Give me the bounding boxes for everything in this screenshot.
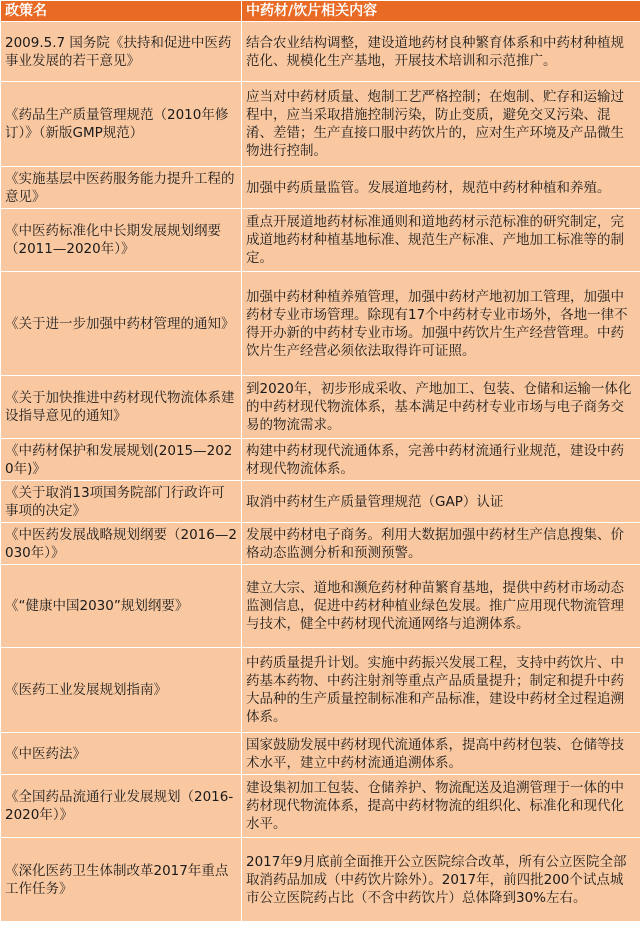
header-policy-name: 政策名 — [1, 1, 242, 22]
table-row — [1, 22, 641, 82]
content-cell: 应当对中药材质量、炮制工艺严格控制；在炮制、贮存和运输过程中，应当采取措施控制污染，防止变质，避免交叉污染、混淆、差错；生产直接口服中药饮片的，应对生产环境及产品微生物进行控制。 — [242, 82, 641, 167]
policy-name-cell: 《医药工业发展规划指南》 — [1, 648, 242, 733]
content-cell: 国家鼓励发展中药材现代流通体系，提高中药材包装、仓储等技术水平，建立中药材流通追溯体系。 — [242, 733, 641, 775]
table-row — [1, 648, 641, 733]
content-cell: 建设集初加工包装、仓储养护、物流配送及追溯管理于一体的中药材现代物流体系，提高中药材物流的组织化、标准化和现代化水平。 — [242, 775, 641, 838]
content-cell: 取消中药材生产质量管理规范（GAP）认证 — [242, 481, 641, 523]
content-cell: 构建中药材现代流通体系，完善中药材流通行业规范，建设中药材现代物流体系。 — [242, 439, 641, 481]
policy-name-cell: 《深化医药卫生体制改革2017年重点工作任务》 — [1, 838, 242, 922]
policy-name-cell: 《中医药发展战略规划纲要（2016—2030年）》 — [1, 523, 242, 565]
policy-name-cell: 《中医药法》 — [1, 733, 242, 775]
policy-name-cell: 《关于进一步加强中药材管理的通知》 — [1, 272, 242, 376]
table-row — [1, 481, 641, 523]
header-content: 中药材/饮片相关内容 — [242, 1, 641, 22]
table-row — [1, 565, 641, 648]
content-cell: 加强中药材种植养殖管理，加强中药材产地初加工管理，加强中药材专业市场管理。除现有17个中药材专业市场外，各地一律不得开办新的中药材专业市场。加强中药饮片生产经营管理。中药饮片生产经营必须依法取得许可证照。 — [242, 272, 641, 376]
policy-name-cell: 《关于加快推进中药材现代物流体系建设指导意见的通知》 — [1, 376, 242, 439]
policy-name-cell: 《中医药标准化中长期发展规划纲要（2011—2020年）》 — [1, 209, 242, 272]
table-row — [1, 439, 641, 481]
table-row — [1, 167, 641, 209]
header-row — [1, 1, 641, 22]
policy-name-cell: 《中药材保护和发展规划(2015—2020年)》 — [1, 439, 242, 481]
policy-name-cell: 《药品生产质量管理规范（2010年修订）》（新版GMP规范） — [1, 82, 242, 167]
table-row — [1, 82, 641, 167]
content-cell: 重点开展道地药材标准通则和道地药材示范标准的研究制定，完成道地药材种植基地标准、规范生产标准、产地加工标准等的制定。 — [242, 209, 641, 272]
content-cell: 到2020年，初步形成采收、产地加工、包装、仓储和运输一体化的中药材现代物流体系，基本满足中药材专业市场与电子商务交易的物流需求。 — [242, 376, 641, 439]
table-row — [1, 272, 641, 376]
table-row — [1, 209, 641, 272]
policy-name-cell: 《关于取消13项国务院部门行政许可事项的决定》 — [1, 481, 242, 523]
table-row — [1, 838, 641, 922]
policy-name-cell: 2009.5.7 国务院《扶持和促进中医药事业发展的若干意见》 — [1, 22, 242, 82]
content-cell: 发展中药材电子商务。利用大数据加强中药材生产信息搜集、价格动态监测分析和预测预警。 — [242, 523, 641, 565]
content-cell: 中药质量提升计划。实施中药振兴发展工程，支持中药饮片、中药基本药物、中药注射剂等重点产品质量提升；制定和提升中药大品种的生产质量控制标准和产品标准，建设中药材全过程追溯体系。 — [242, 648, 641, 733]
content-cell: 2017年9月底前全面推开公立医院综合改革，所有公立医院全部取消药品加成（中药饮片除外）。2017年，前四批200个试点城市公立医院药占比（不含中药饮片）总体降到30%左右。 — [242, 838, 641, 922]
policy-name-cell: 《全国药品流通行业发展规划（2016-2020年）》 — [1, 775, 242, 838]
table-row — [1, 733, 641, 775]
table-row — [1, 775, 641, 838]
content-cell: 加强中药质量监管。发展道地药材，规范中药材种植和养殖。 — [242, 167, 641, 209]
table-row — [1, 523, 641, 565]
table-row — [1, 376, 641, 439]
policy-name-cell: 《实施基层中医药服务能力提升工程的意见》 — [1, 167, 242, 209]
content-cell: 建立大宗、道地和濒危药材种苗繁育基地，提供中药材市场动态监测信息，促进中药材种植业绿色发展。推广应用现代物流管理与技术，健全中药材现代流通网络与追溯体系。 — [242, 565, 641, 648]
content-cell: 结合农业结构调整，建设道地药材良种繁育体系和中药材种植规范化、规模化生产基地，开展技术培训和示范推广。 — [242, 22, 641, 82]
policy-name-cell: 《“健康中国2030”规划纲要》 — [1, 565, 242, 648]
